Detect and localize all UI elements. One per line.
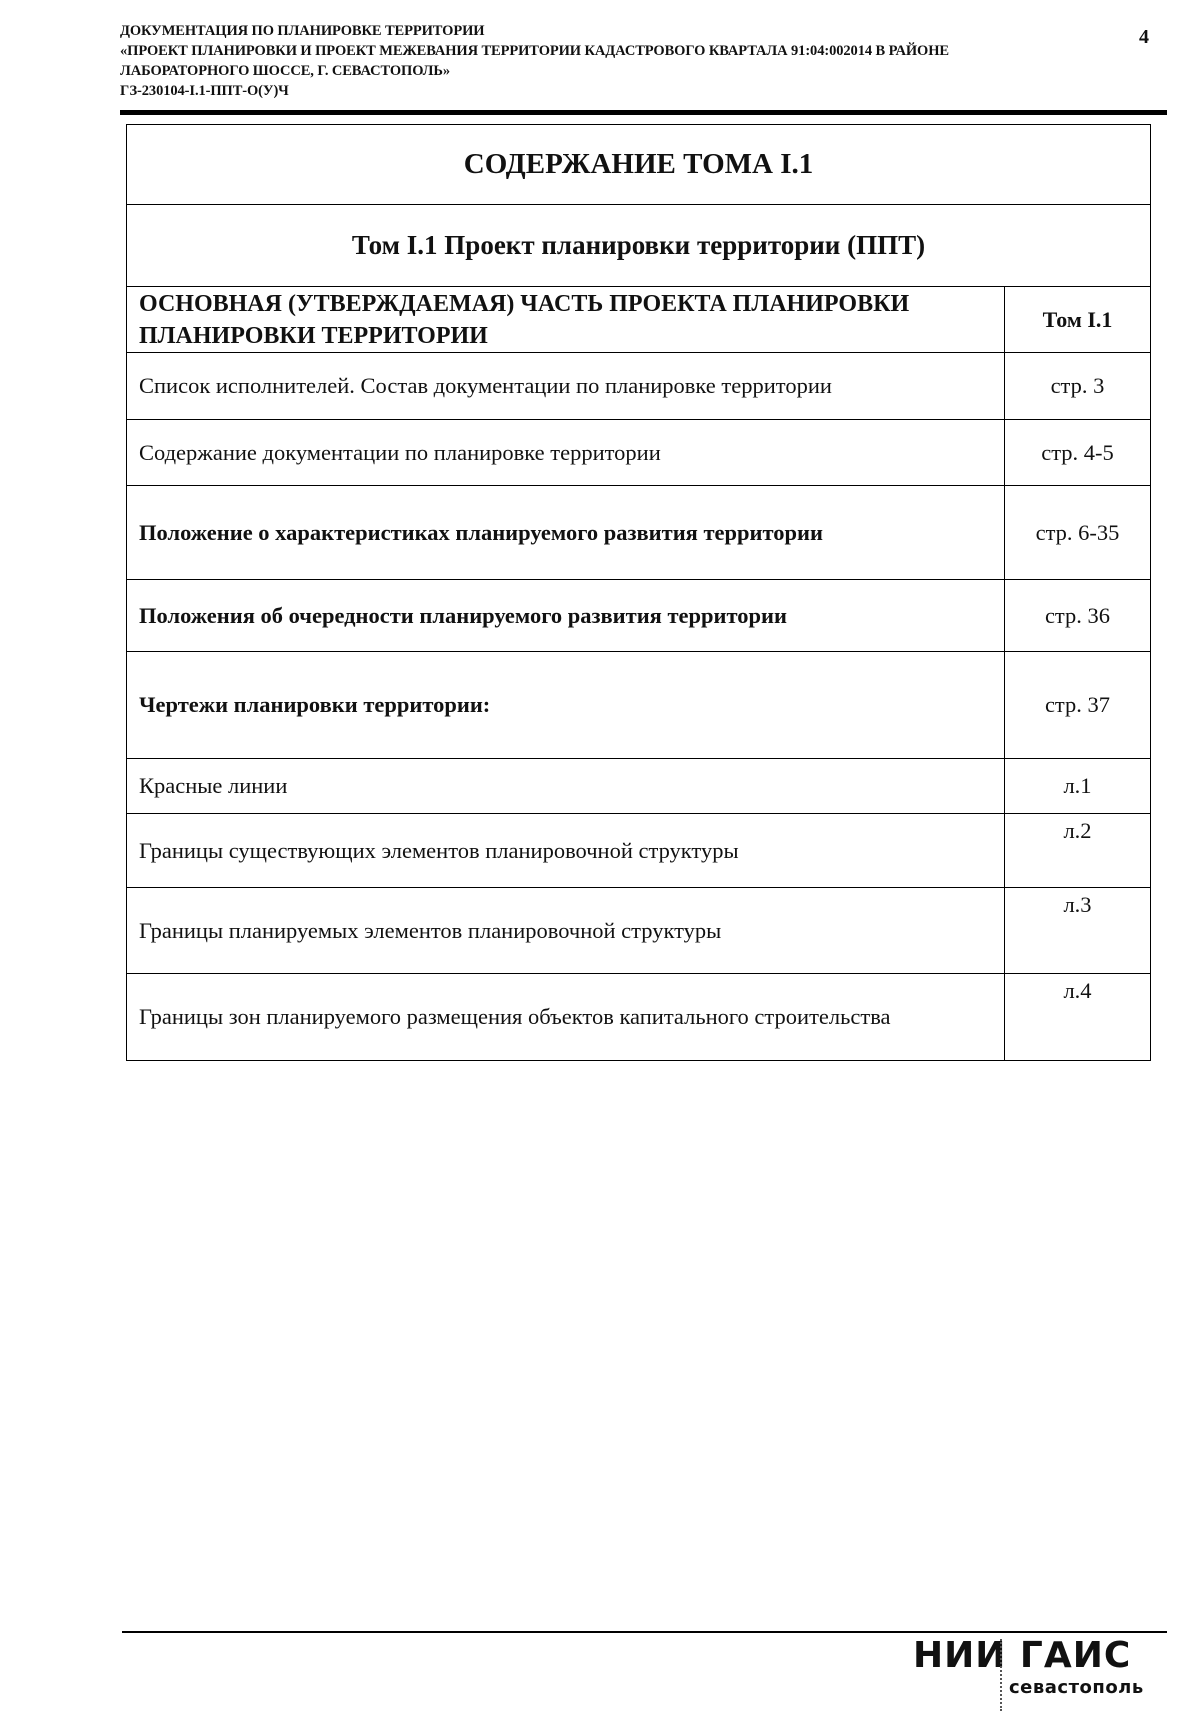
toc-title: СОДЕРЖАНИЕ ТОМА I.1 bbox=[127, 125, 1151, 205]
footer-divider bbox=[122, 1631, 1167, 1633]
toc-row-page: стр. 37 bbox=[1005, 652, 1151, 759]
toc-row bbox=[127, 652, 1151, 759]
toc-row-page: стр. 3 bbox=[1005, 353, 1151, 420]
toc-row bbox=[127, 580, 1151, 652]
toc-row bbox=[127, 420, 1151, 486]
volume-title-row bbox=[127, 205, 1151, 287]
toc-table bbox=[126, 124, 1151, 1061]
section-volume: Том I.1 bbox=[1005, 287, 1151, 353]
header-line-2: «ПРОЕКТ ПЛАНИРОВКИ И ПРОЕКТ МЕЖЕВАНИЯ ТЕРРИТОРИИ КАДАСТРОВОГО КВАРТАЛА 91:04:002014 В РАЙОНЕ bbox=[120, 43, 949, 59]
page-number: 4 bbox=[1139, 26, 1149, 48]
toc-row-page: л.1 bbox=[1005, 759, 1151, 814]
logo-sub-text: севастополь bbox=[1009, 1677, 1144, 1698]
toc-row-text: Положение о характеристиках планируемого развития территории bbox=[127, 486, 1005, 580]
toc-row-page: л.2 bbox=[1005, 814, 1151, 888]
header-line-1: ДОКУМЕНТАЦИЯ ПО ПЛАНИРОВКЕ ТЕРРИТОРИИ bbox=[120, 23, 485, 39]
volume-title: Том I.1 Проект планировки территории (ППТ) bbox=[127, 205, 1151, 287]
toc-row-text: Границы планируемых элементов планировочной структуры bbox=[127, 888, 1005, 974]
toc-row-page: л.3 bbox=[1005, 888, 1151, 974]
logo-main-text: НИИ ГАИС bbox=[913, 1635, 1132, 1676]
logo-separator bbox=[1000, 1639, 1002, 1711]
toc-row-text: Список исполнителей. Состав документации по планировке территории bbox=[127, 353, 1005, 420]
toc-row-text: Границы зон планируемого размещения объектов капитального строительства bbox=[127, 974, 1005, 1061]
header-divider bbox=[120, 110, 1167, 115]
toc-row bbox=[127, 814, 1151, 888]
toc-row-text: Чертежи планировки территории: bbox=[127, 652, 1005, 759]
toc-row-page: стр. 4-5 bbox=[1005, 420, 1151, 486]
toc-row-text: Красные линии bbox=[127, 759, 1005, 814]
toc-row bbox=[127, 353, 1151, 420]
toc-row-text: Содержание документации по планировке территории bbox=[127, 420, 1005, 486]
toc-row bbox=[127, 759, 1151, 814]
toc-row-page: стр. 6-35 bbox=[1005, 486, 1151, 580]
section-title: ОСНОВНАЯ (УТВЕРЖДАЕМАЯ) ЧАСТЬ ПРОЕКТА ПЛАНИРОВКИ ПЛАНИРОВКИ ТЕРРИТОРИИ bbox=[127, 287, 1005, 353]
toc-row bbox=[127, 974, 1151, 1061]
toc-row-page: л.4 bbox=[1005, 974, 1151, 1061]
toc-row-text: Положения об очередности планируемого развития территории bbox=[127, 580, 1005, 652]
toc-title-row bbox=[127, 125, 1151, 205]
document-header bbox=[120, 21, 1100, 101]
section-row bbox=[127, 287, 1151, 353]
nii-gais-logo bbox=[913, 1635, 1173, 1725]
toc-row-text: Границы существующих элементов планировочной структуры bbox=[127, 814, 1005, 888]
document-code: ГЗ-230104-I.1-ППТ-О(У)Ч bbox=[120, 83, 289, 99]
toc-row bbox=[127, 888, 1151, 974]
header-line-3: ЛАБОРАТОРНОГО ШОССЕ, Г. СЕВАСТОПОЛЬ» bbox=[120, 63, 451, 79]
toc-row bbox=[127, 486, 1151, 580]
toc-row-page: стр. 36 bbox=[1005, 580, 1151, 652]
